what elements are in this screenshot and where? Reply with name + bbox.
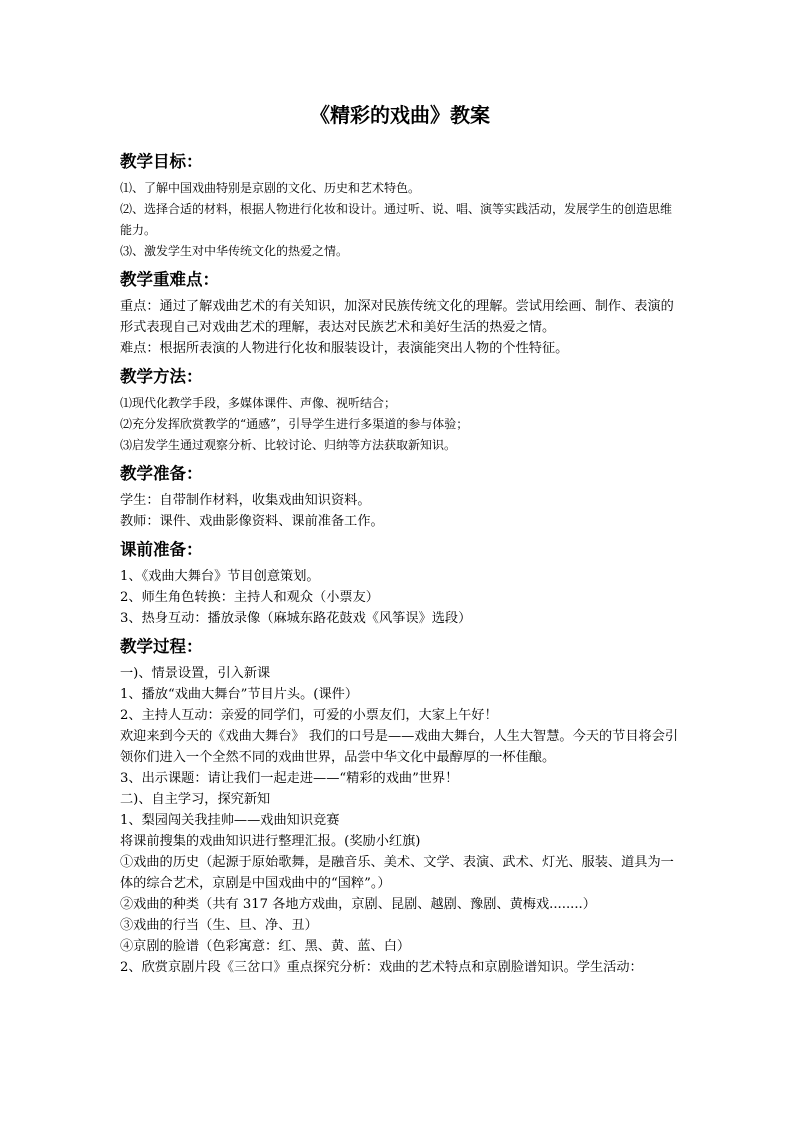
document-title: 《精彩的戏曲》教案 [310,103,490,127]
process-line: 2、欣赏京剧片段《三岔口》重点探究分析：戏曲的艺术特点和京剧脸谱知识。学生活动： [120,960,643,975]
process-line: 1、播放“戏曲大舞台”节目片头。(课件） [120,687,359,702]
section-pre-class-preparation [120,532,680,629]
section-heading: 教学方法： [120,367,203,386]
process-line: 欢迎来到今天的《戏曲大舞台》 我们的口号是——戏曲大舞台，人生大智慧。今天的节目将会引领你们进入一个全然不同的戏曲世界，品尝中华文化中最醇厚的一杯佳酿。 [120,729,679,765]
goal-line: ⑴、了解中国戏曲特别是京剧的文化、历史和艺术特色。 [120,181,421,195]
process-line: ④京剧的脸谱（色彩寓意：红、黑、黄、蓝、白） [120,939,411,954]
process-line: 将课前搜集的戏曲知识进行整理汇报。(奖励小红旗) [120,834,421,849]
process-line: ①戏曲的历史（起源于原始歌舞，是融音乐、美术、文学、表演、武术、灯光、服装、道具为一体的综合艺术，京剧是中国戏曲中的“国粹”。） [120,855,674,891]
section-teaching-goals [120,144,680,262]
process-line: ③戏曲的行当（生、旦、净、丑） [120,918,318,933]
method-line: ⑴现代化教学手段，多媒体课件、声像、视听结合； [120,396,397,410]
process-line: 二)、自主学习，探究新知 [120,792,271,807]
process-line: 3、出示课题：请让我们一起走进——“精彩的戏曲”世界！ [120,771,459,786]
goal-line: ⑵、选择合适的材料，根据人物进行化妆和设计。通过听、说、唱、演等实践活动，发展学生的创造思维能力。 [120,202,673,237]
process-line: 一)、情景设置，引入新课 [120,666,271,681]
section-heading: 课前准备： [120,540,203,559]
key-point-line: 难点：根据所表演的人物进行化妆和服装设计，表演能突出人物的个性特征。 [120,341,569,356]
method-line: ⑶启发学生通过观察分析、比较讨论、归纳等方法获取新知识。 [120,438,457,452]
section-teaching-process [120,629,680,978]
preparation-line: 教师：课件、戏曲影像资料、课前准备工作。 [120,514,384,529]
pre-class-line: 3、热身互动：播放录像（麻城东路花鼓戏《风筝误》选段） [120,611,472,626]
preparation-line: 学生：自带制作材料，收集戏曲知识资料。 [120,493,371,508]
goal-line: ⑶、激发学生对中华传统文化的热爱之情。 [120,244,349,258]
section-heading: 教学过程： [120,637,203,656]
process-line: 1、梨园闯关我挂帅——戏曲知识竞赛 [120,813,340,828]
section-key-points [120,262,680,359]
method-line: ⑵充分发挥欣赏教学的“通感”，引导学生进行多渠道的参与体验； [120,417,469,431]
process-line: 2、主持人互动：亲爱的同学们，可爱的小票友们，大家上午好！ [120,708,498,723]
lesson-plan-page [120,100,680,978]
pre-class-line: 2、师生角色转换：主持人和观众（小票友） [120,590,379,605]
section-heading: 教学目标： [120,152,203,171]
section-teaching-methods [120,359,680,456]
process-line: ②戏曲的种类（共有 317 各地方戏曲，京剧、昆剧、越剧、豫剧、黄梅戏........） [120,897,596,912]
section-teaching-preparation [120,456,680,532]
section-heading: 教学重难点： [120,270,219,289]
pre-class-line: 1、《戏曲大舞台》节目创意策划。 [120,569,320,584]
section-heading: 教学准备： [120,464,203,483]
key-point-line: 重点：通过了解戏曲艺术的有关知识，加深对民族传统文化的理解。尝试用绘画、制作、表演的形式表现自己对戏曲艺术的理解，表达对民族艺术和美好生活的热爱之情。 [120,299,674,335]
